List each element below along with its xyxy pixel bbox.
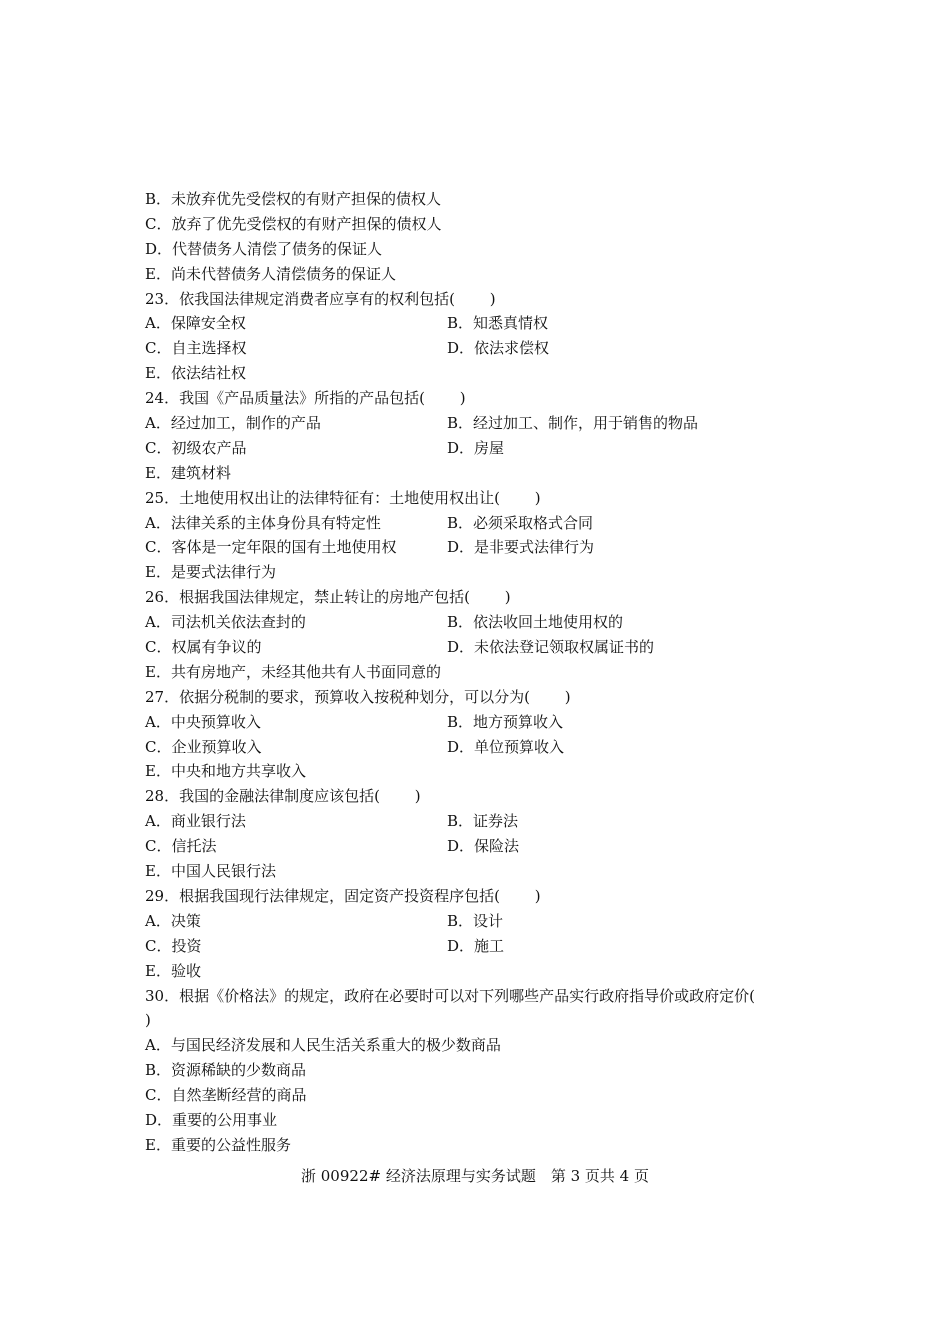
text-line xyxy=(145,1008,825,1033)
text-line xyxy=(145,461,825,486)
line-text: B．资源稀缺的少数商品 xyxy=(145,1061,307,1080)
option-text-right: D．施工 xyxy=(447,936,505,955)
line-text: 27．依据分税制的要求，预算收入按税种划分，可以分为( ) xyxy=(145,687,571,706)
text-line xyxy=(145,361,825,386)
text-line xyxy=(145,735,825,760)
text-line xyxy=(145,784,825,809)
line-text: A．商业银行法 xyxy=(145,812,246,831)
line-text: 29．根据我国现行法律规定，固定资产投资程序包括( ) xyxy=(145,886,541,905)
line-text: E．验收 xyxy=(145,961,201,980)
line-text: E．尚未代替债务人清偿债务的保证人 xyxy=(145,264,396,283)
text-line xyxy=(145,386,825,411)
text-line xyxy=(145,287,825,312)
text-line xyxy=(145,1108,825,1133)
line-text: E．中国人民银行法 xyxy=(145,862,276,881)
line-text: 24．我国《产品质量法》所指的产品包括( ) xyxy=(145,389,466,408)
text-line xyxy=(145,436,825,461)
line-text: B．未放弃优先受偿权的有财产担保的债权人 xyxy=(145,190,442,208)
text-line xyxy=(145,212,825,237)
text-line xyxy=(145,959,825,984)
line-text: C．放弃了优先受偿权的有财产担保的债权人 xyxy=(145,214,442,233)
line-text: E．建筑材料 xyxy=(145,463,231,482)
text-line xyxy=(145,685,825,710)
text-line xyxy=(145,909,825,934)
line-text: A．决策 xyxy=(145,911,201,930)
line-text: 30．根据《价格法》的规定，政府在必要时可以对下列哪些产品实行政府指导价或政府定价( xyxy=(145,986,755,1005)
line-text: 28．我国的金融法律制度应该包括( ) xyxy=(145,787,421,806)
line-text: C．投资 xyxy=(145,936,202,955)
text-line xyxy=(145,411,825,436)
option-text-right: B．知悉真情权 xyxy=(447,314,549,333)
line-text: ) xyxy=(145,1011,151,1030)
option-text-right: D．单位预算收入 xyxy=(447,737,565,756)
line-text: D．重要的公用事业 xyxy=(145,1110,278,1129)
option-text-right: B．设计 xyxy=(447,911,504,930)
text-line xyxy=(145,610,825,635)
text-line xyxy=(145,834,825,859)
line-text: A．法律关系的主体身份具有特定性 xyxy=(145,513,381,532)
line-text: E．共有房地产，未经其他共有人书面同意的 xyxy=(145,662,441,681)
line-text: 26．根据我国法律规定，禁止转让的房地产包括( ) xyxy=(145,588,511,607)
line-text: E．中央和地方共享收入 xyxy=(145,762,306,781)
text-line xyxy=(145,635,825,660)
text-line xyxy=(145,262,825,287)
text-line xyxy=(145,1033,825,1058)
text-line xyxy=(145,660,825,685)
text-line xyxy=(145,336,825,361)
option-text-right: B．地方预算收入 xyxy=(447,712,564,731)
option-text-right: B．经过加工、制作，用于销售的物品 xyxy=(447,414,699,433)
option-text-right: B．必须采取格式合同 xyxy=(447,513,594,532)
line-text: A．司法机关依法查封的 xyxy=(145,613,306,632)
option-text-right: B．依法收回土地使用权的 xyxy=(447,613,624,632)
line-text: E．依法结社权 xyxy=(145,364,246,383)
line-text: E．重要的公益性服务 xyxy=(145,1135,291,1154)
line-text: C．初级农产品 xyxy=(145,438,247,457)
text-line xyxy=(145,486,825,511)
text-line xyxy=(145,311,825,336)
option-text-right: D．未依法登记领取权属证书的 xyxy=(447,638,655,657)
text-line xyxy=(145,984,825,1009)
option-text-right: D．依法求偿权 xyxy=(447,339,550,358)
line-text: A．经过加工，制作的产品 xyxy=(145,414,321,433)
line-text: C．自然垄断经营的商品 xyxy=(145,1086,307,1105)
text-line xyxy=(145,809,825,834)
line-text: C．客体是一定年限的国有土地使用权 xyxy=(145,538,397,557)
text-line xyxy=(145,237,825,262)
line-text: 25．土地使用权出让的法律特征有：土地使用权出让( ) xyxy=(145,488,541,507)
text-line xyxy=(145,859,825,884)
text-line xyxy=(145,535,825,560)
line-text: A．中央预算收入 xyxy=(145,712,261,731)
text-line xyxy=(145,560,825,585)
text-line xyxy=(145,187,825,212)
option-text-right: D．保险法 xyxy=(447,837,520,856)
line-text: A．与国民经济发展和人民生活关系重大的极少数商品 xyxy=(145,1036,501,1055)
text-line xyxy=(145,1133,825,1158)
text-line xyxy=(145,585,825,610)
line-text: C．自主选择权 xyxy=(145,339,247,358)
line-text: C．权属有争议的 xyxy=(145,638,262,657)
line-text: C．企业预算收入 xyxy=(145,737,262,756)
line-text: E．是要式法律行为 xyxy=(145,563,276,582)
page-footer: 浙 00922# 经济法原理与实务试题 第 3 页共 4 页 xyxy=(301,1167,649,1185)
text-line xyxy=(145,1058,825,1083)
exam-body xyxy=(145,187,825,1158)
text-line xyxy=(145,884,825,909)
text-line xyxy=(145,710,825,735)
text-line xyxy=(145,511,825,536)
option-text-right: D．房屋 xyxy=(447,438,505,457)
line-text: C．信托法 xyxy=(145,837,217,856)
option-text-right: D．是非要式法律行为 xyxy=(447,538,595,557)
option-text-right: B．证券法 xyxy=(447,812,519,831)
line-text: D．代替债务人清偿了债务的保证人 xyxy=(145,239,383,258)
text-line xyxy=(145,759,825,784)
line-text: A．保障安全权 xyxy=(145,314,246,333)
text-line xyxy=(145,1083,825,1108)
text-line xyxy=(145,934,825,959)
line-text: 23．依我国法律规定消费者应享有的权利包括( ) xyxy=(145,289,496,308)
